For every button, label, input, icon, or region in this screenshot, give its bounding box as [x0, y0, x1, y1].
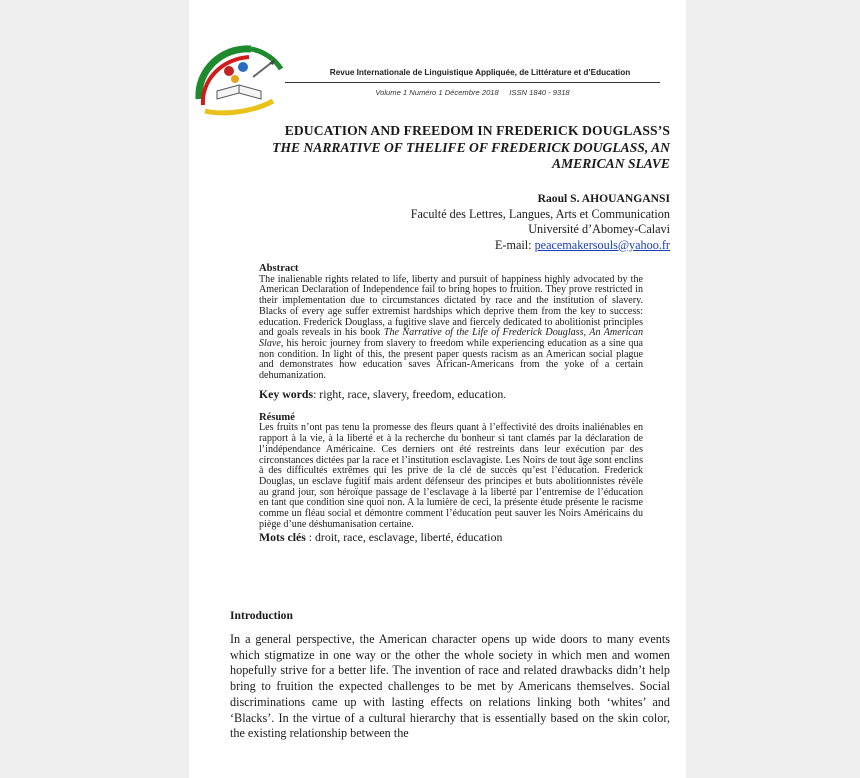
abstract-keywords — [259, 387, 643, 401]
resume-keywords — [259, 530, 643, 544]
author-name: Raoul S. AHOUANGANSI — [537, 192, 670, 205]
abstract-heading: Abstract — [259, 263, 299, 274]
abstract-book-title: The Narrative of the Life of Frederick Douglass, An American Slave — [259, 327, 644, 349]
mots-cles-label: Mots clés — [259, 530, 306, 545]
resume-text: Les fruits n’ont pas tenu la promesse des fleurs quant à l’effectivité des droits inaliénables en rapport à la vie, à la liberté et à la recherche du bonheur si tant clamés par la déclaration de l’indépendance Américaine. Ces derniers ont été restreints dans leur exécution par des circonstances dictées par la race et l’institution esclavagiste. Les Noirs de tout âge sont enclins à des difficultés extrêmes qui les prive de la clé de succès qu’est l’éducation. Frederick Douglas, un esclave fugitif mais ardent défenseur des principes et buts abolitionnistes révèle au grand jour, son héroïque passage de l’esclavage à la liberté par l’entremise de l’éducation en tant que condition sine quoi non. A la lumière de ceci, la présente étude présente le racisme comme un fléau social et démontre comment l’éducation peut sauver les Noirs Américains du piège d’une déshumanisation certaine. — [259, 422, 643, 530]
resume-heading: Résumé — [259, 411, 295, 423]
introduction-heading: Introduction — [230, 609, 293, 622]
keywords-list: : right, race, slavery, freedom, education. — [313, 386, 507, 401]
abstract-text-part1: The inalienable rights related to life, liberty and pursuit of happiness highly advocated by the American Declaration of Independence fail to bring hopes to fruition. They prove restricted in their implementation due to circumstances dictated by race and the institution of slavery. Blacks of every age suffer extremist hardships which deprive them from the key to success: education. Frederick Douglass, a fugitive slave and fiercely dedicated to abolitionist principles and goals reveals in his book — [259, 273, 643, 339]
title-line-1: EDUCATION AND FREEDOM IN FREDERICK DOUGLASS’S — [284, 123, 670, 138]
journal-issue: Volume 1 Numéro 1 Décembre 2018 ISSN 1840 - 9318 — [375, 88, 570, 97]
author-block — [330, 191, 670, 253]
title-line-2: THE NARRATIVE OF THELIFE OF FREDERICK DOUGLASS, AN — [272, 139, 670, 155]
journal-title: Revue Internationale de Linguistique Appliquée, de Littérature et d’Education — [329, 68, 631, 77]
abstract-section — [259, 264, 643, 544]
resume-section — [259, 413, 643, 545]
abstract-text-part2: , his heroic journey from slavery to freedom while experiencing education as a sine qua non condition. In light of this, the present paper quests racism as an American social plague and demonstrates how education saves African-Americans from the yoke of a certain dehumanization. — [259, 337, 643, 382]
title-line-3: AMERICAN SLAVE — [552, 156, 670, 171]
introduction-text: In a general perspective, the American character opens up wide doors to many events which stigmatize in one way or the other the whole society in which men and women hopefully strive for a better life. The invention of race and related drawbacks didn’t help bring to fruition the expected challenges to be met by Americans themselves. Social discriminations came up with lasting effects on relations linking both ‘whites’ and ‘Blacks’. In the virtue of a cultural hierarchy that is essentially based on the skin color, the existing relationship between the — [230, 632, 670, 741]
author-faculty: Faculté des Lettres, Langues, Arts et Communication — [410, 206, 670, 221]
journal-logo — [191, 41, 287, 117]
author-university: Université d’Abomey-Calavi — [528, 222, 670, 237]
email-link[interactable]: peacemakersouls@yahoo.fr — [534, 237, 670, 252]
mots-cles-list: : droit, race, esclavage, liberté, éducation — [305, 530, 503, 545]
author-email-line — [330, 238, 670, 254]
header-rule — [285, 82, 660, 83]
abstract-text — [259, 275, 643, 382]
paper-title — [230, 123, 670, 173]
email-label: E-mail: — [494, 237, 535, 252]
keywords-label: Key words — [259, 386, 314, 401]
